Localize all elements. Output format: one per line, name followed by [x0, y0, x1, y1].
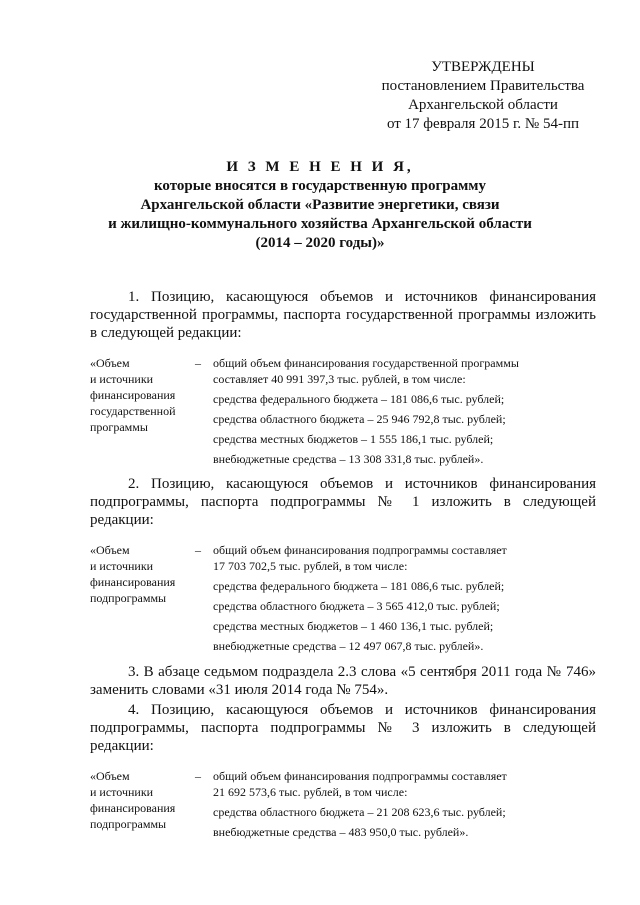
block-2-label	[90, 542, 200, 606]
title-line-4: и жилищно-коммунального хозяйства Архангельской области	[108, 216, 532, 232]
block-3-dash: –	[195, 769, 201, 783]
block-2-label-line: и источники	[90, 559, 154, 573]
block-2-line: общий объем финансирования подпрограммы составляет	[213, 543, 507, 557]
block-1-line: общий объем финансирования государственной программы	[213, 356, 519, 370]
item-4-line-1: 4. Позицию, касающуюся объемов и источников финансирования	[128, 702, 596, 718]
block-3-label	[90, 768, 200, 832]
block-1-label-line: «Объем	[90, 356, 130, 370]
approval-stamp	[378, 58, 588, 134]
block-2-line: средства местных бюджетов – 1 460 136,1 тыс. рублей;	[213, 619, 494, 633]
approval-date-number: от 17 февраля 2015 г. № 54-пп	[386, 116, 580, 132]
item-1-line-1: 1. Позицию, касающуюся объемов и источников финансирования	[128, 289, 596, 305]
block-2-label-line: финансирования	[90, 575, 176, 589]
block-3-line: общий объем финансирования подпрограммы составляет	[213, 769, 507, 783]
item-4-line-3: редакции:	[90, 738, 154, 754]
item-2-line-2: подпрограммы, паспорта подпрограммы № 1 изложить в следующей	[90, 494, 596, 510]
block-3-label-line: и источники	[90, 785, 154, 799]
block-2-dash: –	[195, 543, 201, 557]
block-3-label-line: финансирования	[90, 801, 176, 815]
item-4-paragraph	[90, 701, 596, 755]
block-3-label-line: «Объем	[90, 769, 130, 783]
item-3-line-2: заменить словами «31 июля 2014 года № 754».	[90, 682, 389, 698]
item-2-paragraph	[90, 475, 596, 529]
title-heading: И З М Е Н Е Н И Я,	[226, 159, 414, 175]
block-3-label-line: подпрограммы	[90, 817, 167, 831]
title-line-5: (2014 – 2020 годы)»	[255, 235, 385, 251]
block-2-label-line: «Объем	[90, 543, 130, 557]
block-2-line: средства федерального бюджета – 181 086,6 тыс. рублей;	[213, 579, 505, 593]
block-2-label-line: подпрограммы	[90, 591, 167, 605]
item-1-paragraph	[90, 288, 596, 342]
approval-heading: УТВЕРЖДЕНЫ	[431, 59, 535, 75]
block-3-line: внебюджетные средства – 483 950,0 тыс. рублей».	[213, 825, 469, 839]
block-1-label	[90, 355, 200, 435]
item-1-line-3: в следующей редакции:	[90, 325, 242, 341]
block-1-line: составляет 40 991 397,3 тыс. рублей, в том числе:	[213, 372, 466, 386]
item-4-line-2: подпрограммы, паспорта подпрограммы № 3 изложить в следующей	[90, 720, 596, 736]
block-2-content	[213, 542, 613, 654]
block-1-line: внебюджетные средства – 13 308 331,8 тыс. рублей».	[213, 452, 484, 466]
approval-region: Архангельской области	[408, 97, 558, 113]
title-line-2: которые вносятся в государственную программу	[153, 178, 487, 194]
block-3-content	[213, 768, 613, 840]
block-1-label-line: программы	[90, 420, 148, 434]
document-title	[60, 158, 580, 253]
block-2-line: 17 703 702,5 тыс. рублей, в том числе:	[213, 559, 408, 573]
block-3-line: средства областного бюджета – 21 208 623,6 тыс. рублей;	[213, 805, 506, 819]
item-2-line-3: редакции:	[90, 512, 154, 528]
item-3-paragraph	[90, 663, 596, 699]
block-1-line: средства местных бюджетов – 1 555 186,1 тыс. рублей;	[213, 432, 494, 446]
block-1-line: средства областного бюджета – 25 946 792,8 тыс. рублей;	[213, 412, 506, 426]
block-1-label-line: государственной	[90, 404, 176, 418]
item-3-line-1: 3. В абзаце седьмом подраздела 2.3 слова «5 сентября 2011 года № 746»	[128, 664, 596, 680]
block-3-line: 21 692 573,6 тыс. рублей, в том числе:	[213, 785, 408, 799]
block-1-content	[213, 355, 613, 467]
approval-resolution: постановлением Правительства	[381, 78, 585, 94]
block-1-line: средства федерального бюджета – 181 086,6 тыс. рублей;	[213, 392, 505, 406]
block-1-dash: –	[195, 356, 201, 370]
title-line-3: Архангельской области «Развитие энергетики, связи	[140, 197, 500, 213]
block-2-line: средства областного бюджета – 3 565 412,0 тыс. рублей;	[213, 599, 500, 613]
item-2-line-1: 2. Позицию, касающуюся объемов и источников финансирования	[128, 476, 596, 492]
block-1-label-line: и источники	[90, 372, 154, 386]
block-1-label-line: финансирования	[90, 388, 176, 402]
block-2-line: внебюджетные средства – 12 497 067,8 тыс. рублей».	[213, 639, 484, 653]
item-1-line-2: государственной программы, паспорта государственной программы изложить	[90, 307, 596, 323]
